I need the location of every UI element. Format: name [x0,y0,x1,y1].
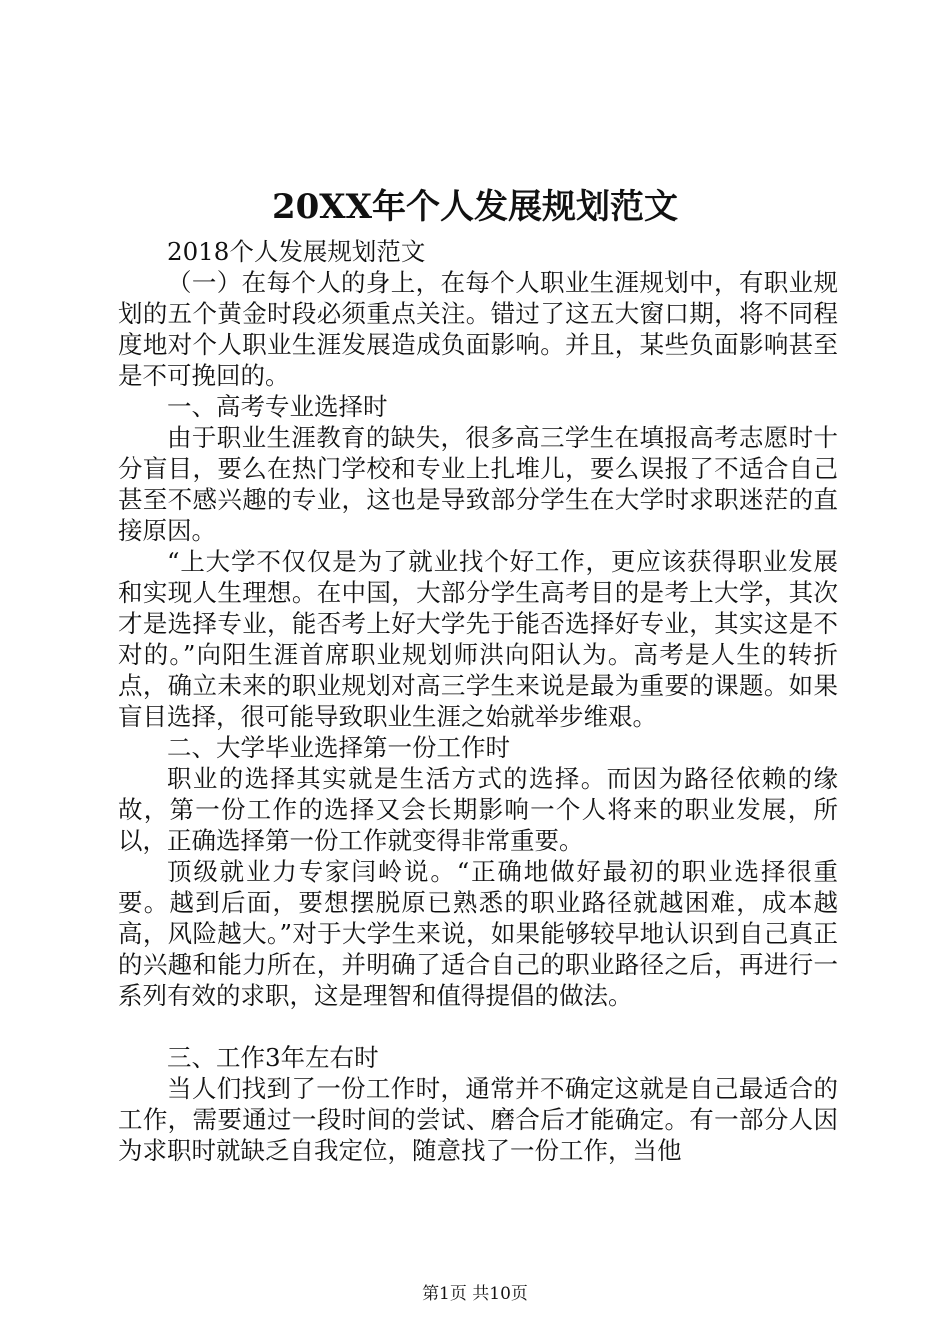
paragraph: 职业的选择其实就是生活方式的选择。而因为路径依赖的缘故，第一份工作的选择又会长期影响一个人将来的职业发展，所以，正确选择第一份工作就变得非常重要。 [118,764,838,855]
document-body [118,236,838,1166]
page-footer: 第1页 共10页 [422,1284,528,1304]
paragraph: “上大学不仅仅是为了就业找个好工作，更应该获得职业发展和实现人生理想。在中国，大部分学生高考目的是考上大学，其次才是选择专业，能否考上好大学先于能否选择好专业，其实这是不对的。”向阳生涯首席职业规划师洪向阳认为。高考是人生的转折点，确立未来的职业规划对高三学生来说是最为重要的课题。如果盲目选择，很可能导致职业生涯之始就举步维艰。 [118,547,838,731]
paragraph: 当人们找到了一份工作时，通常并不确定这就是自己最适合的工作，需要通过一段时间的尝试、磨合后才能确定。有一部分人因为求职时就缺乏自我定位，随意找了一份工作，当他 [118,1074,838,1165]
document-title: 20XX年个人发展规划范文 [271,187,679,227]
section-heading-3: 三、工作3年左右时 [167,1043,379,1072]
section-heading-1: 一、高考专业选择时 [167,392,388,421]
paragraph: 由于职业生涯教育的缺失，很多高三学生在填报高考志愿时十分盲目，要么在热门学校和专业上扎堆儿，要么误报了不适合自己甚至不感兴趣的专业，这也是导致部分学生在大学时求职迷茫的直接原因。 [118,423,838,545]
paragraph-intro: （一）在每个人的身上，在每个人职业生涯规划中，有职业规划的五个黄金时段必须重点关注。错过了这五大窗口期，将不同程度地对个人职业生涯发展造成负面影响。并且，某些负面影响甚至是不可挽回的。 [118,268,838,390]
paragraph-subtitle: 2018个人发展规划范文 [167,237,426,266]
paragraph: 顶级就业力专家闫岭说。“正确地做好最初的职业选择很重要。越到后面，要想摆脱原已熟悉的职业路径就越困难，成本越高，风险越大。”对于大学生来说，如果能够较早地认识到自己真正的兴趣和能力所在，并明确了适合自己的职业路径之后，再进行一系列有效的求职，这是理智和值得提倡的做法。 [118,857,838,1010]
section-heading-2: 二、大学毕业选择第一份工作时 [167,733,510,762]
